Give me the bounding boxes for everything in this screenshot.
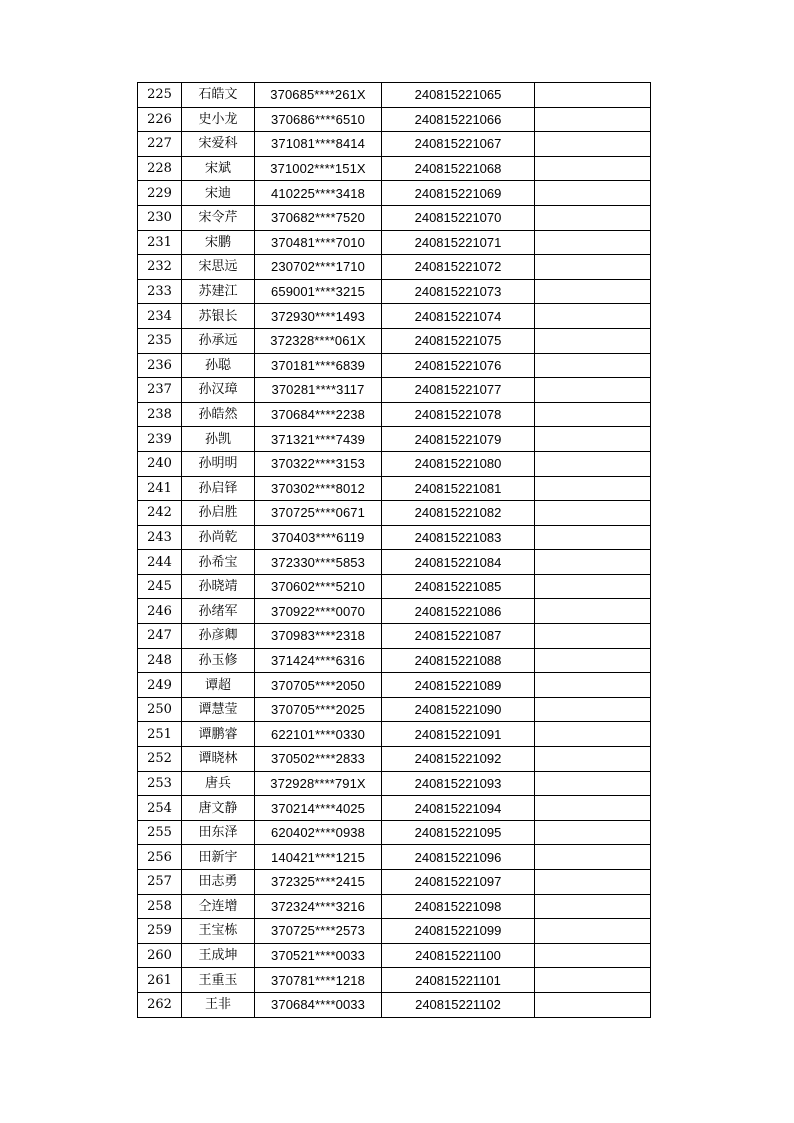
remarks-cell: [535, 378, 651, 403]
table-row: [138, 624, 651, 649]
table-row: [138, 378, 651, 403]
remarks-cell: [535, 107, 651, 132]
id-number-cell: 370521****0033: [255, 943, 382, 968]
id-number-cell: 370214****4025: [255, 796, 382, 821]
remarks-cell: [535, 648, 651, 673]
id-number-cell: 370725****0671: [255, 501, 382, 526]
serial-number-cell: 225: [138, 83, 182, 108]
serial-number-cell: 262: [138, 992, 182, 1017]
serial-number-cell: 239: [138, 427, 182, 452]
name-cell: 石皓文: [182, 83, 255, 108]
serial-number-cell: 237: [138, 378, 182, 403]
remarks-cell: [535, 328, 651, 353]
remarks-cell: [535, 353, 651, 378]
serial-number-cell: 244: [138, 550, 182, 575]
serial-number-cell: 242: [138, 501, 182, 526]
name-cell: 王宝栋: [182, 919, 255, 944]
serial-number-cell: 257: [138, 870, 182, 895]
id-number-cell: 410225****3418: [255, 181, 382, 206]
name-cell: 王重玉: [182, 968, 255, 993]
remarks-cell: [535, 697, 651, 722]
id-number-cell: 230702****1710: [255, 255, 382, 280]
roster-table: [137, 82, 651, 1018]
id-number-cell: 372324****3216: [255, 894, 382, 919]
remarks-cell: [535, 83, 651, 108]
ticket-number-cell: 240815221078: [382, 402, 535, 427]
name-cell: 宋迪: [182, 181, 255, 206]
id-number-cell: 370682****7520: [255, 205, 382, 230]
remarks-cell: [535, 132, 651, 157]
name-cell: 孙承远: [182, 328, 255, 353]
serial-number-cell: 238: [138, 402, 182, 427]
serial-number-cell: 233: [138, 279, 182, 304]
id-number-cell: 370322****3153: [255, 451, 382, 476]
ticket-number-cell: 240815221096: [382, 845, 535, 870]
serial-number-cell: 251: [138, 722, 182, 747]
ticket-number-cell: 240815221081: [382, 476, 535, 501]
remarks-cell: [535, 624, 651, 649]
remarks-cell: [535, 525, 651, 550]
name-cell: 田东泽: [182, 820, 255, 845]
name-cell: 孙聪: [182, 353, 255, 378]
ticket-number-cell: 240815221098: [382, 894, 535, 919]
remarks-cell: [535, 402, 651, 427]
id-number-cell: 370403****6119: [255, 525, 382, 550]
serial-number-cell: 228: [138, 156, 182, 181]
serial-number-cell: 241: [138, 476, 182, 501]
id-number-cell: 659001****3215: [255, 279, 382, 304]
remarks-cell: [535, 181, 651, 206]
table-row: [138, 747, 651, 772]
table-row: [138, 968, 651, 993]
table-row: [138, 230, 651, 255]
table-row: [138, 501, 651, 526]
remarks-cell: [535, 574, 651, 599]
serial-number-cell: 253: [138, 771, 182, 796]
remarks-cell: [535, 476, 651, 501]
serial-number-cell: 249: [138, 673, 182, 698]
ticket-number-cell: 240815221095: [382, 820, 535, 845]
name-cell: 史小龙: [182, 107, 255, 132]
ticket-number-cell: 240815221099: [382, 919, 535, 944]
id-number-cell: 370781****1218: [255, 968, 382, 993]
serial-number-cell: 246: [138, 599, 182, 624]
name-cell: 孙绪军: [182, 599, 255, 624]
id-number-cell: 372325****2415: [255, 870, 382, 895]
id-number-cell: 370705****2050: [255, 673, 382, 698]
ticket-number-cell: 240815221069: [382, 181, 535, 206]
id-number-cell: 370686****6510: [255, 107, 382, 132]
remarks-cell: [535, 845, 651, 870]
ticket-number-cell: 240815221068: [382, 156, 535, 181]
table-row: [138, 870, 651, 895]
name-cell: 孙希宝: [182, 550, 255, 575]
name-cell: 孙彦卿: [182, 624, 255, 649]
name-cell: 孙晓靖: [182, 574, 255, 599]
remarks-cell: [535, 771, 651, 796]
name-cell: 苏建江: [182, 279, 255, 304]
ticket-number-cell: 240815221091: [382, 722, 535, 747]
ticket-number-cell: 240815221093: [382, 771, 535, 796]
serial-number-cell: 255: [138, 820, 182, 845]
ticket-number-cell: 240815221097: [382, 870, 535, 895]
remarks-cell: [535, 722, 651, 747]
table-row: [138, 722, 651, 747]
name-cell: 唐兵: [182, 771, 255, 796]
roster-body: [138, 83, 651, 1018]
ticket-number-cell: 240815221070: [382, 205, 535, 230]
table-row: [138, 919, 651, 944]
serial-number-cell: 259: [138, 919, 182, 944]
id-number-cell: 620402****0938: [255, 820, 382, 845]
serial-number-cell: 232: [138, 255, 182, 280]
name-cell: 王成坤: [182, 943, 255, 968]
table-row: [138, 845, 651, 870]
id-number-cell: 370685****261X: [255, 83, 382, 108]
table-row: [138, 181, 651, 206]
remarks-cell: [535, 870, 651, 895]
table-row: [138, 107, 651, 132]
ticket-number-cell: 240815221084: [382, 550, 535, 575]
id-number-cell: 372330****5853: [255, 550, 382, 575]
table-row: [138, 83, 651, 108]
name-cell: 宋思远: [182, 255, 255, 280]
ticket-number-cell: 240815221077: [382, 378, 535, 403]
id-number-cell: 371081****8414: [255, 132, 382, 157]
id-number-cell: 370602****5210: [255, 574, 382, 599]
ticket-number-cell: 240815221094: [382, 796, 535, 821]
table-row: [138, 328, 651, 353]
table-row: [138, 648, 651, 673]
id-number-cell: 370302****8012: [255, 476, 382, 501]
name-cell: 宋斌: [182, 156, 255, 181]
serial-number-cell: 230: [138, 205, 182, 230]
table-row: [138, 132, 651, 157]
ticket-number-cell: 240815221082: [382, 501, 535, 526]
remarks-cell: [535, 943, 651, 968]
table-row: [138, 820, 651, 845]
serial-number-cell: 256: [138, 845, 182, 870]
remarks-cell: [535, 501, 651, 526]
ticket-number-cell: 240815221086: [382, 599, 535, 624]
remarks-cell: [535, 255, 651, 280]
ticket-number-cell: 240815221065: [382, 83, 535, 108]
ticket-number-cell: 240815221067: [382, 132, 535, 157]
name-cell: 孙皓然: [182, 402, 255, 427]
id-number-cell: 370481****7010: [255, 230, 382, 255]
remarks-cell: [535, 156, 651, 181]
table-row: [138, 279, 651, 304]
table-row: [138, 697, 651, 722]
serial-number-cell: 252: [138, 747, 182, 772]
serial-number-cell: 231: [138, 230, 182, 255]
name-cell: 谭鹏睿: [182, 722, 255, 747]
name-cell: 孙明明: [182, 451, 255, 476]
serial-number-cell: 247: [138, 624, 182, 649]
serial-number-cell: 234: [138, 304, 182, 329]
ticket-number-cell: 240815221083: [382, 525, 535, 550]
ticket-number-cell: 240815221075: [382, 328, 535, 353]
ticket-number-cell: 240815221088: [382, 648, 535, 673]
table-row: [138, 525, 651, 550]
remarks-cell: [535, 919, 651, 944]
remarks-cell: [535, 550, 651, 575]
id-number-cell: 370725****2573: [255, 919, 382, 944]
remarks-cell: [535, 451, 651, 476]
serial-number-cell: 250: [138, 697, 182, 722]
ticket-number-cell: 240815221080: [382, 451, 535, 476]
id-number-cell: 140421****1215: [255, 845, 382, 870]
id-number-cell: 370983****2318: [255, 624, 382, 649]
ticket-number-cell: 240815221076: [382, 353, 535, 378]
remarks-cell: [535, 820, 651, 845]
table-row: [138, 894, 651, 919]
ticket-number-cell: 240815221100: [382, 943, 535, 968]
ticket-number-cell: 240815221079: [382, 427, 535, 452]
table-row: [138, 451, 651, 476]
serial-number-cell: 245: [138, 574, 182, 599]
name-cell: 宋鹏: [182, 230, 255, 255]
id-number-cell: 370922****0070: [255, 599, 382, 624]
serial-number-cell: 229: [138, 181, 182, 206]
serial-number-cell: 240: [138, 451, 182, 476]
table-row: [138, 574, 651, 599]
table-row: [138, 304, 651, 329]
table-row: [138, 205, 651, 230]
remarks-cell: [535, 427, 651, 452]
name-cell: 谭慧莹: [182, 697, 255, 722]
name-cell: 孙启胜: [182, 501, 255, 526]
ticket-number-cell: 240815221073: [382, 279, 535, 304]
id-number-cell: 370705****2025: [255, 697, 382, 722]
remarks-cell: [535, 747, 651, 772]
name-cell: 孙凯: [182, 427, 255, 452]
name-cell: 苏银长: [182, 304, 255, 329]
serial-number-cell: 235: [138, 328, 182, 353]
serial-number-cell: 260: [138, 943, 182, 968]
name-cell: 仝连增: [182, 894, 255, 919]
id-number-cell: 371321****7439: [255, 427, 382, 452]
name-cell: 孙玉修: [182, 648, 255, 673]
table-row: [138, 673, 651, 698]
table-row: [138, 402, 651, 427]
remarks-cell: [535, 673, 651, 698]
table-row: [138, 353, 651, 378]
table-row: [138, 550, 651, 575]
table-row: [138, 943, 651, 968]
id-number-cell: 372328****061X: [255, 328, 382, 353]
table-row: [138, 427, 651, 452]
ticket-number-cell: 240815221085: [382, 574, 535, 599]
table-row: [138, 771, 651, 796]
id-number-cell: 370684****2238: [255, 402, 382, 427]
ticket-number-cell: 240815221102: [382, 992, 535, 1017]
name-cell: 孙尚乾: [182, 525, 255, 550]
remarks-cell: [535, 279, 651, 304]
name-cell: 田新宇: [182, 845, 255, 870]
name-cell: 田志勇: [182, 870, 255, 895]
serial-number-cell: 248: [138, 648, 182, 673]
remarks-cell: [535, 968, 651, 993]
name-cell: 唐文静: [182, 796, 255, 821]
name-cell: 孙启铎: [182, 476, 255, 501]
table-row: [138, 476, 651, 501]
serial-number-cell: 254: [138, 796, 182, 821]
table-row: [138, 156, 651, 181]
id-number-cell: 370181****6839: [255, 353, 382, 378]
name-cell: 宋爱科: [182, 132, 255, 157]
id-number-cell: 371002****151X: [255, 156, 382, 181]
remarks-cell: [535, 230, 651, 255]
name-cell: 谭晓林: [182, 747, 255, 772]
id-number-cell: 370684****0033: [255, 992, 382, 1017]
id-number-cell: 371424****6316: [255, 648, 382, 673]
ticket-number-cell: 240815221092: [382, 747, 535, 772]
remarks-cell: [535, 205, 651, 230]
serial-number-cell: 261: [138, 968, 182, 993]
ticket-number-cell: 240815221072: [382, 255, 535, 280]
ticket-number-cell: 240815221066: [382, 107, 535, 132]
ticket-number-cell: 240815221074: [382, 304, 535, 329]
name-cell: 孙汉璋: [182, 378, 255, 403]
serial-number-cell: 258: [138, 894, 182, 919]
ticket-number-cell: 240815221090: [382, 697, 535, 722]
ticket-number-cell: 240815221087: [382, 624, 535, 649]
table-row: [138, 599, 651, 624]
table-row: [138, 796, 651, 821]
remarks-cell: [535, 992, 651, 1017]
id-number-cell: 370281****3117: [255, 378, 382, 403]
table-row: [138, 255, 651, 280]
id-number-cell: 372928****791X: [255, 771, 382, 796]
remarks-cell: [535, 599, 651, 624]
ticket-number-cell: 240815221071: [382, 230, 535, 255]
name-cell: 王非: [182, 992, 255, 1017]
serial-number-cell: 243: [138, 525, 182, 550]
name-cell: 谭超: [182, 673, 255, 698]
id-number-cell: 370502****2833: [255, 747, 382, 772]
ticket-number-cell: 240815221101: [382, 968, 535, 993]
remarks-cell: [535, 796, 651, 821]
serial-number-cell: 236: [138, 353, 182, 378]
serial-number-cell: 227: [138, 132, 182, 157]
serial-number-cell: 226: [138, 107, 182, 132]
name-cell: 宋令芹: [182, 205, 255, 230]
ticket-number-cell: 240815221089: [382, 673, 535, 698]
remarks-cell: [535, 894, 651, 919]
remarks-cell: [535, 304, 651, 329]
id-number-cell: 622101****0330: [255, 722, 382, 747]
id-number-cell: 372930****1493: [255, 304, 382, 329]
table-row: [138, 992, 651, 1017]
